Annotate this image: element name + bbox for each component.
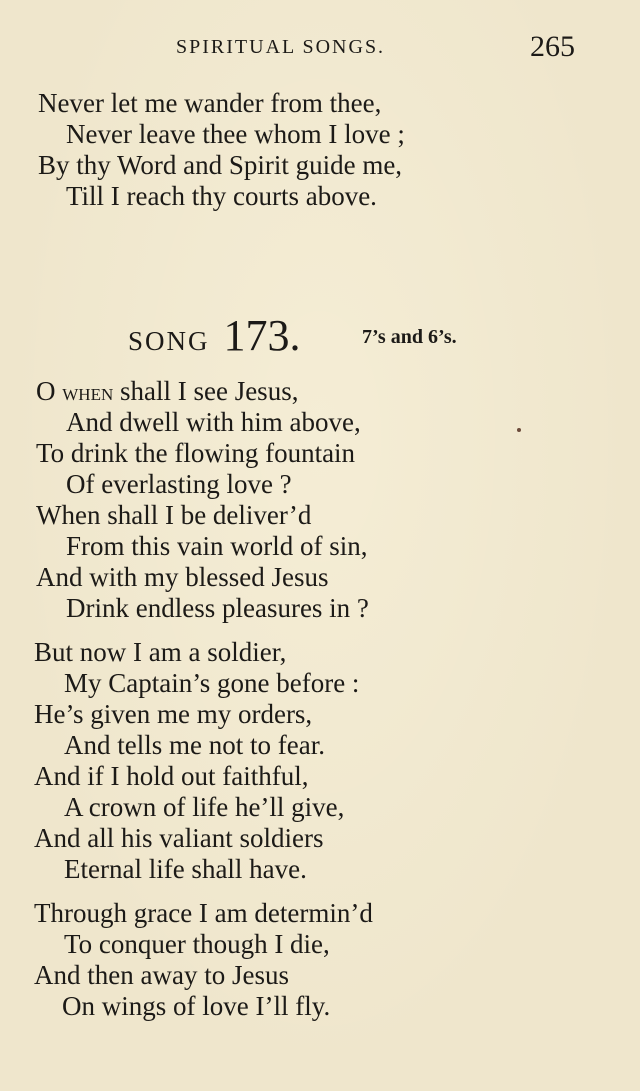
verse-line: By thy Word and Spirit guide me, [38, 150, 403, 180]
running-title: SPIRITUAL SONGS. [176, 36, 386, 58]
verse-line: And tells me not to fear. [64, 730, 325, 760]
verse-line: Eternal life shall have. [64, 854, 307, 884]
verse-line: My Captain’s gone before : [64, 668, 360, 698]
first-letter: O [36, 376, 56, 406]
verse-line: Through grace I am determin’d [34, 898, 373, 928]
verse-line: Of everlasting love ? [66, 469, 292, 499]
verse-line: And dwell with him above, [66, 407, 361, 437]
first-line-rest: shall I see Jesus, [113, 376, 299, 406]
verse-line: A crown of life he’ll give, [64, 792, 345, 822]
verse-line [36, 376, 298, 408]
song-meter: 7’s and 6’s. [362, 326, 457, 348]
verse-line: Drink endless pleasures in ? [66, 593, 369, 623]
verse-line: To conquer though I die, [64, 929, 330, 959]
verse-line: And with my blessed Jesus [36, 562, 329, 592]
verse-line: To drink the flowing fountain [36, 438, 356, 468]
verse-line: From this vain world of sin, [66, 531, 368, 561]
verse-line: Never let me wander from thee, [38, 88, 382, 118]
verse-line: And if I hold out faithful, [34, 761, 309, 791]
ink-speck [517, 428, 521, 432]
song-number: 173. [223, 311, 301, 360]
verse-line: And then away to Jesus [34, 960, 289, 990]
first-word-smallcaps: when [62, 380, 114, 406]
song-heading [128, 310, 301, 361]
verse-line: When shall I be deliver’d [36, 500, 312, 530]
verse-line: Till I reach thy courts above. [66, 181, 377, 211]
song-label: SONG [128, 326, 210, 356]
verse-line: And all his valiant soldiers [34, 823, 324, 853]
verse-line: But now I am a soldier, [34, 637, 287, 667]
verse-line: Never leave thee whom I love ; [66, 119, 405, 149]
verse-line: He’s given me my orders, [34, 699, 313, 729]
page-number: 265 [530, 30, 575, 63]
verse-line: On wings of love I’ll fly. [62, 991, 331, 1021]
